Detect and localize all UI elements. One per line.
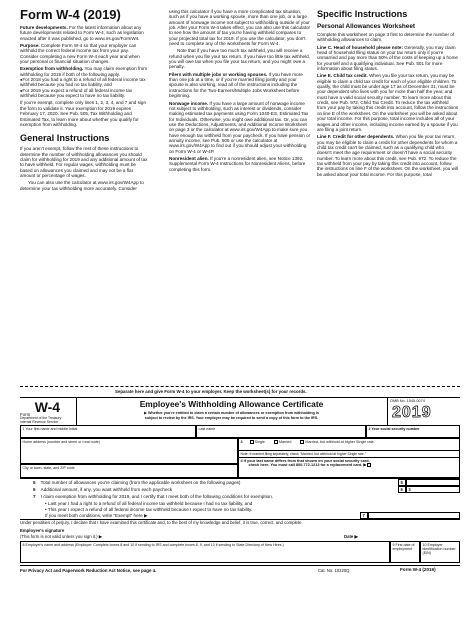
line-4-name-differs <box>238 458 460 478</box>
filers-multiple-jobs: Filers with multiple jobs or working spouses. If you have more than one job at a time, or if you're married filing jointly and your spouse is also working, read all of the instructions including the instructions for the Two-Earners/Multiple Jobs Worksheet before beginning. <box>169 71 303 99</box>
cert-top-rule <box>20 397 460 398</box>
line-7-cond-2: • This year I expect a refund of all federal income tax withheld because I expect to have no tax liability. <box>45 506 253 512</box>
general-instructions-heading: General Instructions <box>20 133 110 144</box>
exempt-field[interactable] <box>368 512 460 519</box>
date-field[interactable] <box>365 538 460 539</box>
exemption: Exemption from withholding. You may claim exemption from withholding for 2019 if both of the following apply. <box>20 66 148 77</box>
single-checkbox[interactable] <box>250 440 254 444</box>
last-name-field[interactable]: Last name <box>196 425 366 438</box>
cert-subtitle-2: subject to review by the IRS. Your employer may be required to send a copy of this form to the IRS. <box>144 416 319 420</box>
form-word: Form <box>20 412 31 417</box>
dept-treasury: Department of the Treasury <box>20 416 62 420</box>
married-higher-checkbox[interactable] <box>300 440 304 444</box>
filing-status-note: Note: If married filing separately, check "Married, but withhold at higher Single rate." <box>238 451 460 458</box>
line-f: Line F. Credit for other dependents. When you file your tax return, you may be eligible to claim a credit for other dependents for whom a child tax credit can't be claimed, such as a qualifying child who doesn't meet the age requirement or doesn't have a social security number. To learn more about this credit, see Pub. 972. To reduce the tax withheld from your pay by taking this credit into account, follow the instructions on line F of the worksheet. On the worksheet, you will be asked about your total income. For this purpose, total <box>317 134 458 177</box>
line-c: Line C. Head of household please note: Generally, you may claim head of household filing status on your tax return only if you're unmarried and pay more than 50% of the costs of keeping up a home for yourself and a qualifying individual. See Pub. 501 for more information about filing status. <box>317 44 458 72</box>
nonresident-alien: Nonresident alien. If you're a nonresident alien, see Notice 1392, Supplemental Form W-4 Instructions for Nonresident Aliens, before completing this form. <box>169 155 306 172</box>
specific-instructions-heading: Specific Instructions <box>317 9 408 19</box>
line-5-number: 5 <box>33 480 36 485</box>
future-developments: Future developments. For the latest information about any future developments related to Form W-4, such as legislation enacted after it was published, go to www.irs.gov/FormW4. <box>20 25 144 41</box>
ein-field[interactable]: 10 Employer identification number (EIN) <box>420 541 460 563</box>
instructions-col-1 <box>20 25 148 191</box>
line-7-exempt-label: If you meet both conditions, write "Exempt" here <box>45 512 143 518</box>
irs-name: Internal Revenue Service <box>20 419 59 424</box>
line-6-box-label: 6 <box>398 486 406 493</box>
worksheet-intro: Complete this worksheet on page 3 first to determine the number of withholding allowances to claim. <box>317 32 455 43</box>
first-name-field[interactable]: 1 Your first name and middle initial <box>20 425 196 438</box>
married-label: Married <box>278 439 292 444</box>
catalog-number: Cat. No. 10220Q <box>318 568 350 573</box>
first-date-employment-field[interactable]: 9 First date of employment <box>390 541 420 563</box>
instructions-col-2 <box>169 9 311 172</box>
line-e: Line E. Child tax credit. When you file your tax return, you may be eligible to claim a child tax credit for each of your eligible children. To qualify, the child must be under age 17 as of December 31, must be your dependent who lives with you for more than half the year, and must have a valid social security number. To learn more about this credit, see Pub. 972, Child Tax Credit. To reduce the tax withheld from your pay by taking this credit into account, follow the instructions on line E of the worksheet. On the worksheet you will be asked about your total income. For this purpose, total income includes all of your wages and other income, including income earned by a spouse if you are filing a joint return. <box>317 73 459 132</box>
refund-note: Note that if you have too much tax withheld, you will receive a refund when you file your tax return. If you have too little tax withheld, you will owe tax when you file your tax return, and you might owe a penalty. <box>169 48 310 70</box>
general-body: If you aren't exempt, follow the rest of these instructions to determine the number of withholding allowances you should claim for withholding for 2019 and any additional amount of tax to have withheld. For regular wages, withholding must be based on allowances you claimed and may not be a flat amount or percentage of wages. <box>20 146 148 178</box>
line-4-text-a: 4 If your last name differs from that shown on your social security card, <box>240 458 370 463</box>
cut-line <box>20 386 460 387</box>
nonwage-income: Nonwage income. If you have a large amount of nonwage income not subject to withholding, such as interest or dividends, consider making estimated tax payments using Form 1040-ES, Estimated Tax for Individuals. Otherwise, you might owe additional tax. Or, you can use the Deductions, Adjustments, and Additional Income Worksheet on page 3 or the calculator at www.irs.gov/W4App to make sure you have enough tax withheld from your paycheck. If you have pension or annuity income, see Pub. 505 or use the calculator at www.irs.gov/W4App to find out if you should adjust your withholding on Form W-4 or W-4P. <box>169 100 311 154</box>
page-title: Form W-4 (2019) <box>20 7 121 22</box>
line-6-number: 6 <box>33 487 36 492</box>
purpose: Purpose. Complete Form W-4 so that your employer can withhold the correct federal income tax from your pay. Consider completing a new Form W-4 each year and when your personal or financial situation changes. <box>20 43 140 65</box>
arrow-icon: ▶ <box>363 463 367 468</box>
line-7-label: I claim exemption from withholding for 2019, and I certify that I meet both of the following conditions for exemption. <box>40 494 274 499</box>
form-number: W-4 <box>34 399 61 415</box>
home-address-field[interactable]: Home address (number and street or rural route) <box>20 438 238 464</box>
city-state-zip-field[interactable]: City or town, state, and ZIP code <box>20 464 238 478</box>
separator-text: Separate here and give Form W-4 to your employer. Keep the worksheet(s) for your records. <box>115 389 307 394</box>
line-5-label: Total number of allowances you're claiming (from the applicable worksheet on the following pages) <box>40 480 241 485</box>
line-7-box-label: 7 <box>360 512 368 519</box>
instructions-col-3 <box>317 9 459 177</box>
exemption-bullet-1: ● For 2018 you had a right to a refund of all federal income tax withheld because you had no tax liability, and <box>20 77 148 88</box>
married-higher-label: Married, but withhold at higher Single rate. <box>305 439 375 444</box>
employer-name-address-field[interactable]: 8 Employer's name and address (Employer: Complete boxes 8 and 10 if sending to IRS and complete boxes 8, 9, and 10 if sending to State Directory of New Hires.) <box>20 541 390 563</box>
single-label: Single <box>254 439 265 444</box>
line-4-text-b: check here. You must call 800-772-1213 for a replacement card. <box>248 463 363 468</box>
perjury-statement: Under penalties of perjury, I declare that I have examined this certificate and, to the best of my knowledge and belief, it is true, correct, and complete. <box>20 520 303 525</box>
lines-5-7 <box>20 478 460 519</box>
tax-year: 2019 <box>392 404 432 421</box>
employee-signature-label: Employee's signature <box>20 528 65 533</box>
line-7-cond-1: • Last year I had a right to a refund of all federal income tax withheld because I had no tax liability, and <box>45 500 253 506</box>
general-body-2: You can also use the calculator at www.irs.gov/W4App to determine your tax withholding more accurately. Consider <box>20 180 144 191</box>
personal-allowances-heading: Personal Allowances Worksheet <box>317 23 416 30</box>
signature-field[interactable] <box>88 538 338 539</box>
arrow-icon: ▶ <box>144 512 148 518</box>
form-id-block <box>20 399 75 425</box>
additional-amount-field[interactable]: $ <box>406 486 460 493</box>
line-6-label: Additional amount, if any, you want withheld from each paycheck <box>40 487 173 492</box>
filing-status-row: 3 Single Married Married, but withhold at higher Single rate. <box>238 438 460 451</box>
calculator-info: using this calculator if you have a more complicated tax situation, such as if you have a working spouse, more than one job, or a large amount of nonwage income not subject to withholding outside of your job. After your Form W-4 takes effect, you can also use this calculator to see how the amount of tax you're having withheld compares to your projected total tax for 2019. If you use the calculator, you don't need to complete any of the worksheets for Form W-4. <box>169 9 311 47</box>
divider-right <box>387 397 388 425</box>
date-label: Date ▶ <box>344 534 358 539</box>
cert-title: Employee's Withholding Allowance Certificate <box>139 399 324 409</box>
name-differs-checkbox[interactable] <box>367 463 371 467</box>
ssn-field[interactable]: 2 Your social security number <box>366 425 460 438</box>
line-7-number: 7 <box>33 494 36 499</box>
omb-number: OMB No. 1545-0074 <box>390 399 425 403</box>
married-checkbox[interactable] <box>274 440 278 444</box>
exempt-more: If you're exempt, complete only lines 1, 2, 3, 4, and 7 and sign the form to validate it. Your exemption for 2019 expires February 17, 2020. See Pub. 505, Tax Withholding and Estimated Tax, to learn more about whether you qualify for exemption from withholding. <box>20 100 147 127</box>
line-5-box-label: 5 <box>398 479 406 486</box>
footer-rule <box>20 565 460 566</box>
signature-note: (This form is not valid unless you sign it.) ▶ <box>20 534 103 539</box>
cert-subtitle-1: ▶ Whether you're entitled to claim a certain number of allowances or exemption from withholding is <box>144 411 319 415</box>
allowances-field[interactable] <box>406 479 460 486</box>
footer-form-id: Form W-4 (2019) <box>400 567 436 572</box>
exemption-bullet-2: ● For 2019 you expect a refund of all federal income tax withheld because you expect to have no tax liability. <box>20 88 148 99</box>
privacy-notice: For Privacy Act and Paperwork Reduction Act Notice, see page 4. <box>20 568 157 573</box>
